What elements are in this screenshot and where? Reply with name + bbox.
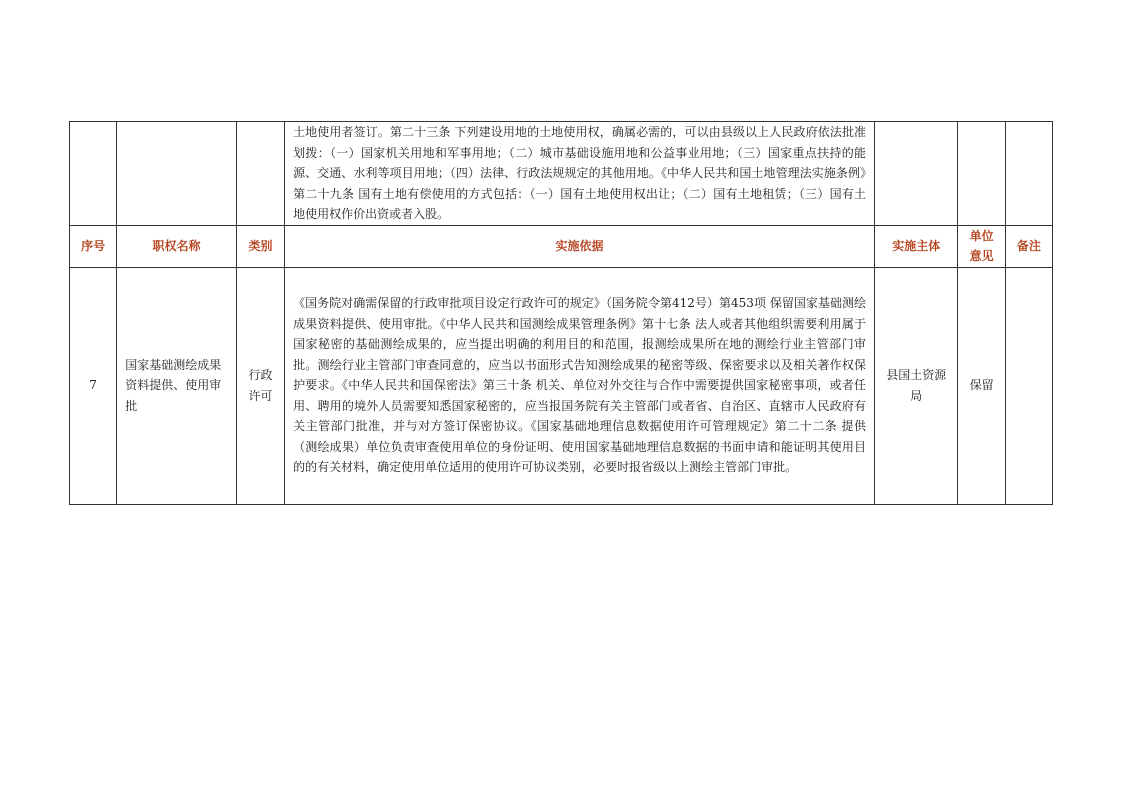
continued-subject-cell <box>875 122 958 226</box>
continued-row <box>70 122 1053 226</box>
continued-opinion-cell <box>958 122 1005 226</box>
header-basis: 实施依据 <box>285 225 875 267</box>
header-opinion: 单位意见 <box>958 225 1005 267</box>
header-remark: 备注 <box>1005 225 1052 267</box>
header-name: 职权名称 <box>117 225 237 267</box>
continued-seq-cell <box>70 122 117 226</box>
row-opinion: 保留 <box>958 267 1005 504</box>
continued-category-cell <box>236 122 284 226</box>
row-basis: 《国务院对确需保留的行政审批项目设定行政许可的规定》（国务院令第412号）第453项 保留国家基础测绘成果资料提供、使用审批。《中华人民共和国测绘成果管理条例》第十七条 法人或者其他组织需要利用属于国家秘密的基础测绘成果的，应当提出明确的利用目的和范围，报测绘成果所在地的测绘行业主管部门审批。测绘行业主管部门审查同意的，应当以书面形式告知测绘成果的秘密等级、保密要求以及相关著作权保护要求。《中华人民共和国保密法》第三十条 机关、单位对外交往与合作中需要提供国家秘密事项，或者任用、聘用的境外人员需要知悉国家秘密的，应当报国务院有关主管部门或者省、自治区、直辖市人民政府有关主管部门批准，并与对方签订保密协议。《国家基础地理信息数据使用许可管理规定》第二十二条 提供（测绘成果）单位负责审查使用单位的身份证明、使用国家基础地理信息数据的书面申请和能证明其使用目的的有关材料，确定使用单位适用的使用许可协议类别，必要时报省级以上测绘主管部门审批。 <box>285 267 875 504</box>
table-row <box>70 267 1053 504</box>
continued-basis-cell: 土地使用者签订。第二十三条 下列建设用地的土地使用权，确属必需的，可以由县级以上人民政府依法批准划拨：（一）国家机关用地和军事用地；（二）城市基础设施用地和公益事业用地；（三）国家重点扶持的能源、交通、水利等项目用地；（四）法律、行政法规规定的其他用地。《中华人民共和国土地管理法实施条例》第二十九条 国有土地有偿使用的方式包括：（一）国有土地使用权出让；（二）国有土地租赁；（三）国有土地使用权作价出资或者入股。 <box>285 122 875 226</box>
row-remark <box>1005 267 1052 504</box>
row-category: 行政许可 <box>236 267 284 504</box>
table-header-row <box>70 225 1053 267</box>
header-subject: 实施主体 <box>875 225 958 267</box>
row-name: 国家基础测绘成果资料提供、使用审批 <box>117 267 237 504</box>
row-subject: 县国土资源局 <box>875 267 958 504</box>
header-seq: 序号 <box>70 225 117 267</box>
powers-table <box>69 121 1053 505</box>
row-seq: 7 <box>70 267 117 504</box>
continued-remark-cell <box>1005 122 1052 226</box>
header-category: 类别 <box>236 225 284 267</box>
continued-name-cell <box>117 122 237 226</box>
